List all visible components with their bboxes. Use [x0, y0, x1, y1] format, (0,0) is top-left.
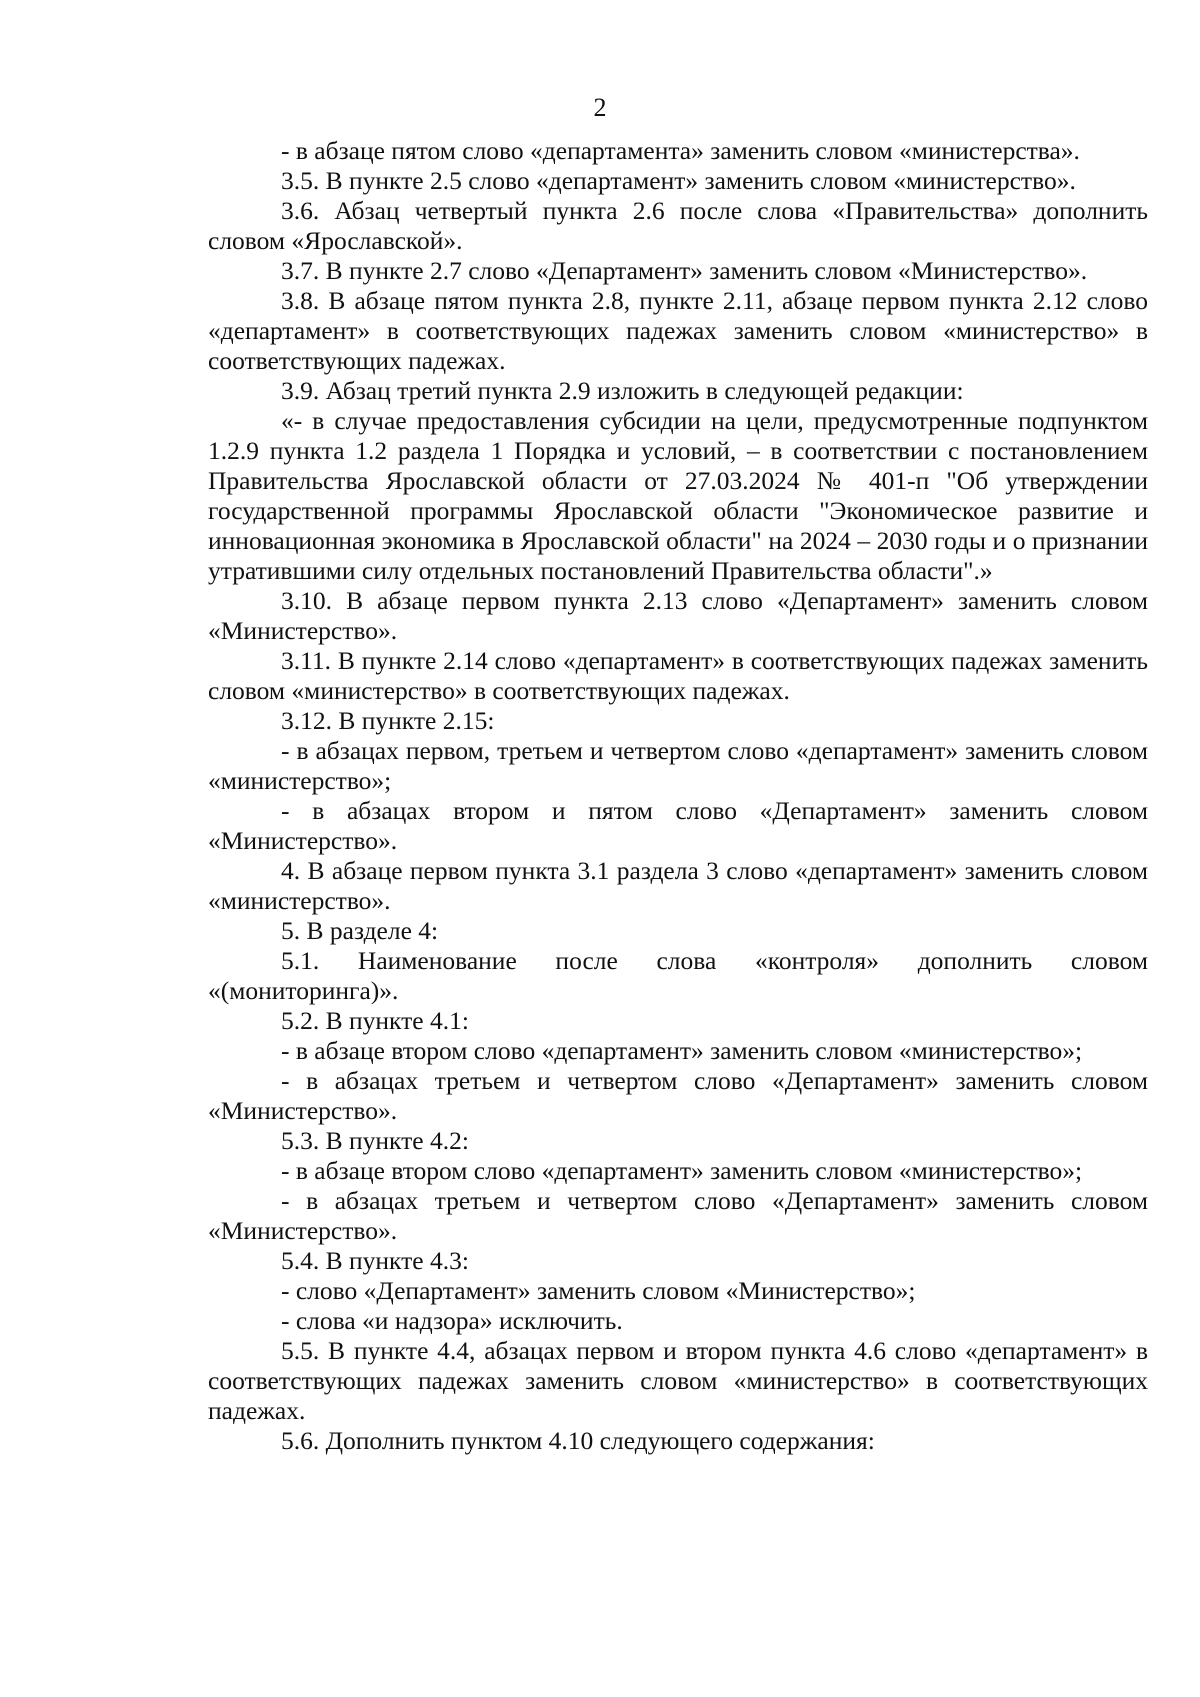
page-number: 2: [593, 93, 607, 122]
paragraph-5-6: 5.6. Дополнить пунктом 4.10 следующего содержания:: [281, 1426, 875, 1455]
paragraph-3-10: 3.10. В абзаце первом пункта 2.13 слово «Департамент» заменить словом «Министерство».: [208, 586, 1148, 645]
document-body: [208, 136, 1148, 1456]
paragraph-5-5: 5.5. В пункте 4.4, абзацах первом и втором пункта 4.6 слово «департамент» в соответствующих падежах заменить словом «министерство» в соответствующих падежах.: [208, 1336, 1148, 1425]
paragraph-5-4-item-2: - слова «и надзора» исключить.: [281, 1306, 623, 1335]
paragraph-3-12: 3.12. В пункте 2.15:: [281, 706, 495, 735]
paragraph-5-3: 5.3. В пункте 4.2:: [281, 1126, 469, 1155]
paragraph-3-12-item-2: - в абзацах втором и пятом слово «Департамент» заменить словом «Министерство».: [208, 796, 1148, 855]
paragraph-3-9-quote: «- в случае предоставления субсидии на цели, предусмотренные подпунктом 1.2.9 пункта 1.2 раздела 1 Порядка и условий, – в соответствии с постановлением Правительства Ярославской области от 27.03.2024 № 401-п "Об утверждении государственной программы Ярославской области "Экономическое развитие и инновационная экономика в Ярославской области" на 2024 – 2030 годы и о признании утратившими силу отдельных постановлений Правительства области".»: [208, 406, 1148, 585]
paragraph-amend-paragraph-five: - в абзаце пятом слово «департамента» заменить словом «министерства».: [281, 136, 1080, 165]
paragraph-3-8: 3.8. В абзаце пятом пункта 2.8, пункте 2.11, абзаце первом пункта 2.12 слово «департамент» в соответствующих падежах заменить словом «министерство» в соответствующих падежах.: [208, 286, 1148, 375]
paragraph-5-2-item-1: - в абзаце втором слово «департамент» заменить словом «министерство»;: [281, 1036, 1083, 1065]
paragraph-4: 4. В абзаце первом пункта 3.1 раздела 3 слово «департамент» заменить словом «министерство».: [208, 856, 1148, 915]
paragraph-5-1: 5.1. Наименование после слова «контроля» дополнить словом «(мониторинга)».: [208, 946, 1148, 1005]
paragraph-3-6: 3.6. Абзац четвертый пункта 2.6 после слова «Правительства» дополнить словом «Ярославской».: [208, 196, 1148, 255]
paragraph-5-2-item-2: - в абзацах третьем и четвертом слово «Департамент» заменить словом «Министерство».: [208, 1066, 1148, 1125]
paragraph-5-3-item-2: - в абзацах третьем и четвертом слово «Департамент» заменить словом «Министерство».: [208, 1186, 1148, 1245]
paragraph-5: 5. В разделе 4:: [281, 916, 439, 945]
paragraph-5-4: 5.4. В пункте 4.3:: [281, 1246, 469, 1275]
paragraph-3-7: 3.7. В пункте 2.7 слово «Департамент» заменить словом «Министерство».: [281, 256, 1088, 285]
paragraph-5-2: 5.2. В пункте 4.1:: [281, 1006, 469, 1035]
paragraph-3-5: 3.5. В пункте 2.5 слово «департамент» заменить словом «министерство».: [281, 166, 1076, 195]
paragraph-5-4-item-1: - слово «Департамент» заменить словом «Министерство»;: [281, 1276, 916, 1305]
paragraph-3-12-item-1: - в абзацах первом, третьем и четвертом слово «департамент» заменить словом «министерство»;: [208, 736, 1148, 795]
paragraph-5-3-item-1: - в абзаце втором слово «департамент» заменить словом «министерство»;: [281, 1156, 1083, 1185]
paragraph-3-9: 3.9. Абзац третий пункта 2.9 изложить в следующей редакции:: [281, 376, 964, 405]
paragraph-3-11: 3.11. В пункте 2.14 слово «департамент» в соответствующих падежах заменить словом «министерство» в соответствующих падежах.: [208, 646, 1148, 705]
